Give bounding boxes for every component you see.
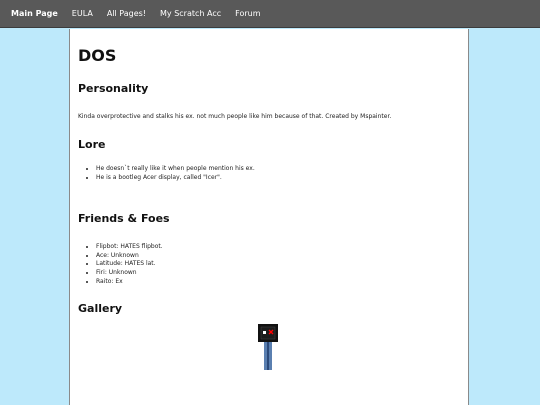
personality-heading: Personality <box>78 82 149 95</box>
friends-foes-heading: Friends & Foes <box>78 212 170 226</box>
dos-character-sprite <box>258 324 278 370</box>
gallery-heading: Gallery <box>78 302 123 316</box>
nav-main-page[interactable]: Main Page <box>11 9 58 18</box>
list-item: • Firi: Unknown <box>96 269 460 278</box>
lore-list <box>78 165 460 182</box>
list-item: • He doesn`t really like it when people mention his ex. <box>96 165 460 174</box>
list-item: • Ace: Unknown <box>96 252 460 261</box>
lore-heading: Lore <box>78 138 106 151</box>
friends-foes-list <box>78 243 460 286</box>
list-item: • Raito: Ex <box>96 278 460 287</box>
personality-text: Kinda overprotective and stalks his ex. not much people like him because of that. Created by Mspainter. <box>78 113 392 120</box>
list-item: • He is a bootleg Acer display, called "Icer". <box>96 174 460 183</box>
nav-my-scratch-acc[interactable]: My Scratch Acc <box>160 9 222 18</box>
page-title: DOS <box>78 46 117 65</box>
list-item: • Latitude: HATES lat. <box>96 260 460 269</box>
nav-eula[interactable]: EULA <box>71 9 93 18</box>
list-item: • Flipbot: HATES flipbot. <box>96 243 460 252</box>
top-navbar <box>0 0 540 28</box>
nav-all-pages[interactable]: All Pages! <box>106 9 147 18</box>
page-content <box>69 29 469 405</box>
gallery <box>78 315 460 375</box>
nav-forum[interactable]: Forum <box>235 9 261 18</box>
